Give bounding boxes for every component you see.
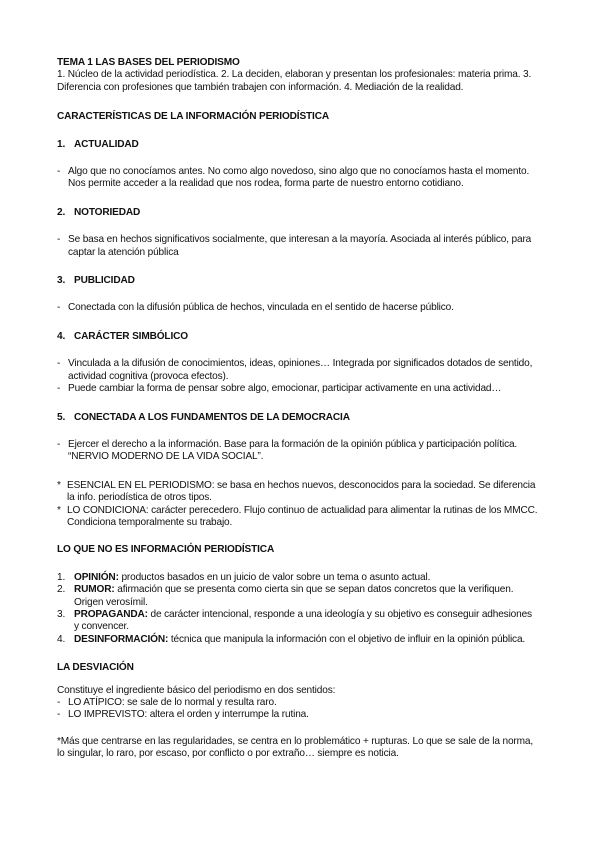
- section-number: 1.: [57, 138, 66, 150]
- section-list-democracia: [57, 439, 539, 464]
- list-item: - LO ATÍPICO: se sale de lo normal y resulta raro.: [57, 697, 539, 709]
- deviation-note: *Más que centrarse en las regularidades, se centra en lo problemático + rupturas. Lo que se sale de la norma, lo singular, lo raro, por escaso, por conflicto o por extraño… siempre es noticia.: [57, 735, 534, 760]
- list-item: - Se basa en hechos significativos socialmente, que interesan a la mayoría. Asociada al interés público, para captar la atención pública: [57, 234, 539, 259]
- section-list-caracter-simbolico: [57, 358, 539, 395]
- list-item: - Algo que no conocíamos antes. No como algo novedoso, sino algo que no conocíamos hasta el momento. Nos permite acceder a la realidad que nos rodea, forma parte de nuestro entorno cotidiano.: [57, 166, 539, 191]
- item-text: productos basados en un juicio de valor sobre un tema o asunto actual.: [118, 571, 431, 583]
- section-list-publicidad: [57, 302, 539, 314]
- section-title: PUBLICIDAD: [74, 275, 135, 287]
- note-item: * LO CONDICIONA: carácter perecedero. Flujo continuo de actualidad para alimentar la rutinas de los MMCC. Condiciona temporalmente su trabajo.: [57, 505, 539, 530]
- list-item: - Puede cambiar la forma de pensar sobre algo, emocionar, participar activamente en una actividad…: [57, 383, 539, 395]
- section-title: ACTUALIDAD: [74, 138, 139, 150]
- list-item: - Vinculada a la difusión de conocimientos, ideas, opiniones… Integrada por significados dotados de sentido, actividad cognitiva (provoca efectos).: [57, 358, 539, 383]
- section-number: 3.: [57, 275, 66, 287]
- item-number: 1.: [57, 571, 66, 583]
- not-news-heading: LO QUE NO ES INFORMACIÓN PERIODÍSTICA: [57, 544, 275, 556]
- item-term: DESINFORMACIÓN:: [74, 633, 169, 645]
- list-item: [57, 634, 539, 646]
- item-term: OPINIÓN:: [74, 571, 119, 583]
- not-news-list: [57, 572, 539, 646]
- section-list-notoriedad: [57, 234, 539, 259]
- section-title: CONECTADA A LOS FUNDAMENTOS DE LA DEMOCRACIA: [74, 411, 350, 423]
- list-item: [57, 609, 539, 634]
- characteristics-heading: CARACTERÍSTICAS DE LA INFORMACIÓN PERIODÍSTICA: [57, 111, 329, 123]
- item-text: técnica que manipula la información con el objetivo de influir en la opinión pública.: [168, 633, 526, 645]
- section-number: 2.: [57, 206, 66, 218]
- section-list-actualidad: [57, 166, 539, 191]
- item-term: RUMOR:: [74, 584, 115, 596]
- deviation-intro: Constituye el ingrediente básico del periodismo en dos sentidos:: [57, 684, 336, 696]
- section-title: NOTORIEDAD: [74, 206, 141, 218]
- item-term: PROPAGANDA:: [74, 608, 148, 620]
- item-number: 4.: [57, 633, 66, 645]
- list-item: - Ejercer el derecho a la información. Base para la formación de la opinión pública y participación política. “NERVIO MODERNO DE LA VIDA SOCIAL”.: [57, 439, 539, 464]
- list-item: - LO IMPREVISTO: altera el orden y interrumpe la rutina.: [57, 709, 539, 721]
- section-heading-democracia: [57, 412, 539, 424]
- intro-paragraph: 1. Núcleo de la actividad periodística. 2. La deciden, elaboran y presentan los profesionales: materia prima. 3. Diferencia con profesiones que también trabajen con información. 4. Mediación de la realidad.: [57, 69, 532, 93]
- section-number: 4.: [57, 330, 66, 342]
- document-title: TEMA 1 LAS BASES DEL PERIODISMO: [57, 57, 240, 68]
- deviation-heading: LA DESVIACIÓN: [57, 662, 134, 674]
- note-item: * ESENCIAL EN EL PERIODISMO: se basa en hechos nuevos, desconocidos para la sociedad. Se diferencia la info. periodística de otros tipos.: [57, 480, 539, 505]
- section-heading-publicidad: [57, 275, 539, 287]
- item-number: 3.: [57, 608, 66, 620]
- section-title: CARÁCTER SIMBÓLICO: [74, 330, 188, 342]
- section-heading-caracter-simbolico: [57, 331, 539, 343]
- section-number: 5.: [57, 411, 66, 423]
- list-item: [57, 572, 539, 584]
- list-item: [57, 584, 539, 609]
- characteristics-notes: [57, 480, 539, 530]
- item-number: 2.: [57, 584, 66, 596]
- section-heading-actualidad: [57, 139, 539, 151]
- deviation-list: [57, 697, 539, 722]
- section-heading-notoriedad: [57, 207, 539, 219]
- list-item: - Conectada con la difusión pública de hechos, vinculada en el sentido de hacerse público.: [57, 302, 539, 314]
- item-text: de carácter intencional, responde a una ideología y su objetivo es conseguir adhesiones y convencer.: [74, 608, 532, 633]
- item-text: afirmación que se presenta como cierta sin que se sepan datos concretos que la verifiquen. Origen verosímil.: [74, 584, 514, 608]
